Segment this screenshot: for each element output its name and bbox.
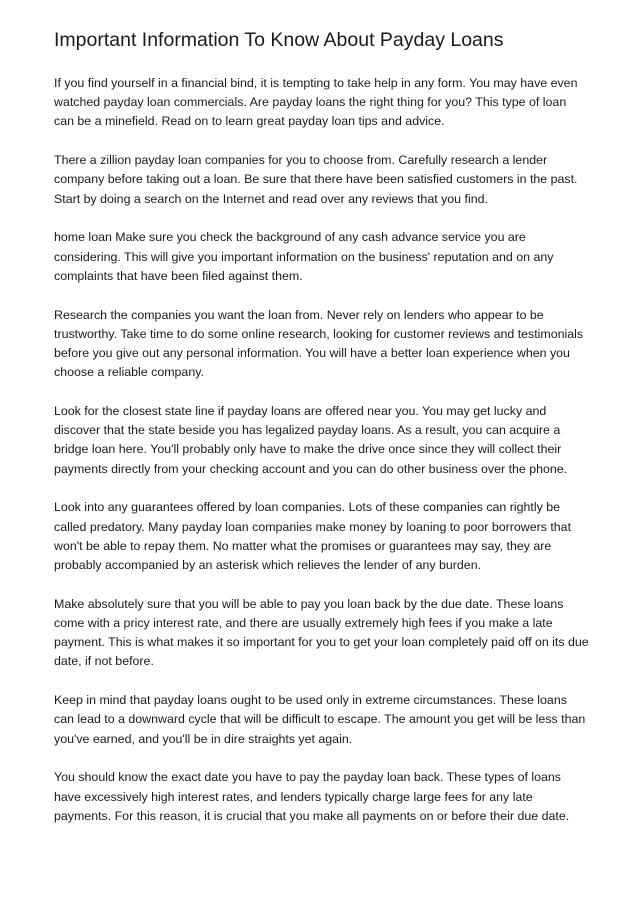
paragraph-research-companies: Research the companies you want the loan from. Never rely on lenders who appear to be trustworthy. Take time to do some online research, looking for customer reviews and testimonials before you give out any personal information. You will have a better loan experience when you choose a reliable company.	[54, 307, 584, 380]
document-page	[54, 26, 589, 846]
paragraph-extreme-circumstances: Keep in mind that payday loans ought to be used only in extreme circumstances. These loans can lead to a downward cycle that will be difficult to escape. The amount you get will be less than you've earned, and you'll be in dire straights yet again.	[54, 693, 586, 746]
paragraph-exact-date: You should know the exact date you have to pay the payday loan back. These types of loans have excessively high interest rates, and lenders typically charge large fees for any late payments. For this reason, it is crucial that you make all payments on or before their due date.	[54, 770, 570, 823]
paragraph-choose-company: There a zillion payday loan companies for you to choose from. Carefully research a lender company before taking out a loan. Be sure that there have been satisfied customers in the past. Start by doing a search on the Internet and read over any reviews that you find.	[54, 153, 578, 206]
paragraph-background-check: home loan Make sure you check the background of any cash advance service you are considering. This will give you important information on the business' reputation and on any complaints that have been filed against them.	[54, 230, 554, 283]
paragraph-intro: If you find yourself in a financial bind, it is tempting to take help in any form. You may have even watched payday loan commercials. Are payday loans the right thing for you? This type of loan can be a minefield. Read on to learn great payday loan tips and advice.	[54, 76, 578, 129]
document-title: Important Information To Know About Payday Loans	[54, 29, 504, 51]
paragraph-due-date: Make absolutely sure that you will be able to pay you loan back by the due date. These loans come with a pricy interest rate, and there are usually extremely high fees if you make a late payment. This is what makes it so important for you to get your loan completely paid off on its due date, if not before.	[54, 596, 589, 669]
paragraph-guarantees: Look into any guarantees offered by loan companies. Lots of these companies can rightly be called predatory. Many payday loan companies make money by loaning to poor borrowers that won't be able to repay them. No matter what the promises or guarantees may say, they are probably accompanied by an asterisk which relieves the lender of any burden.	[54, 500, 572, 573]
paragraph-state-line: Look for the closest state line if payday loans are offered near you. You may get lucky and discover that the state beside you has legalized payday loans. As a result, you can acquire a bridge loan here. You'll probably only have to make the drive once since they will collect their payments directly from your checking account and you can do other business over the phone.	[54, 404, 568, 476]
